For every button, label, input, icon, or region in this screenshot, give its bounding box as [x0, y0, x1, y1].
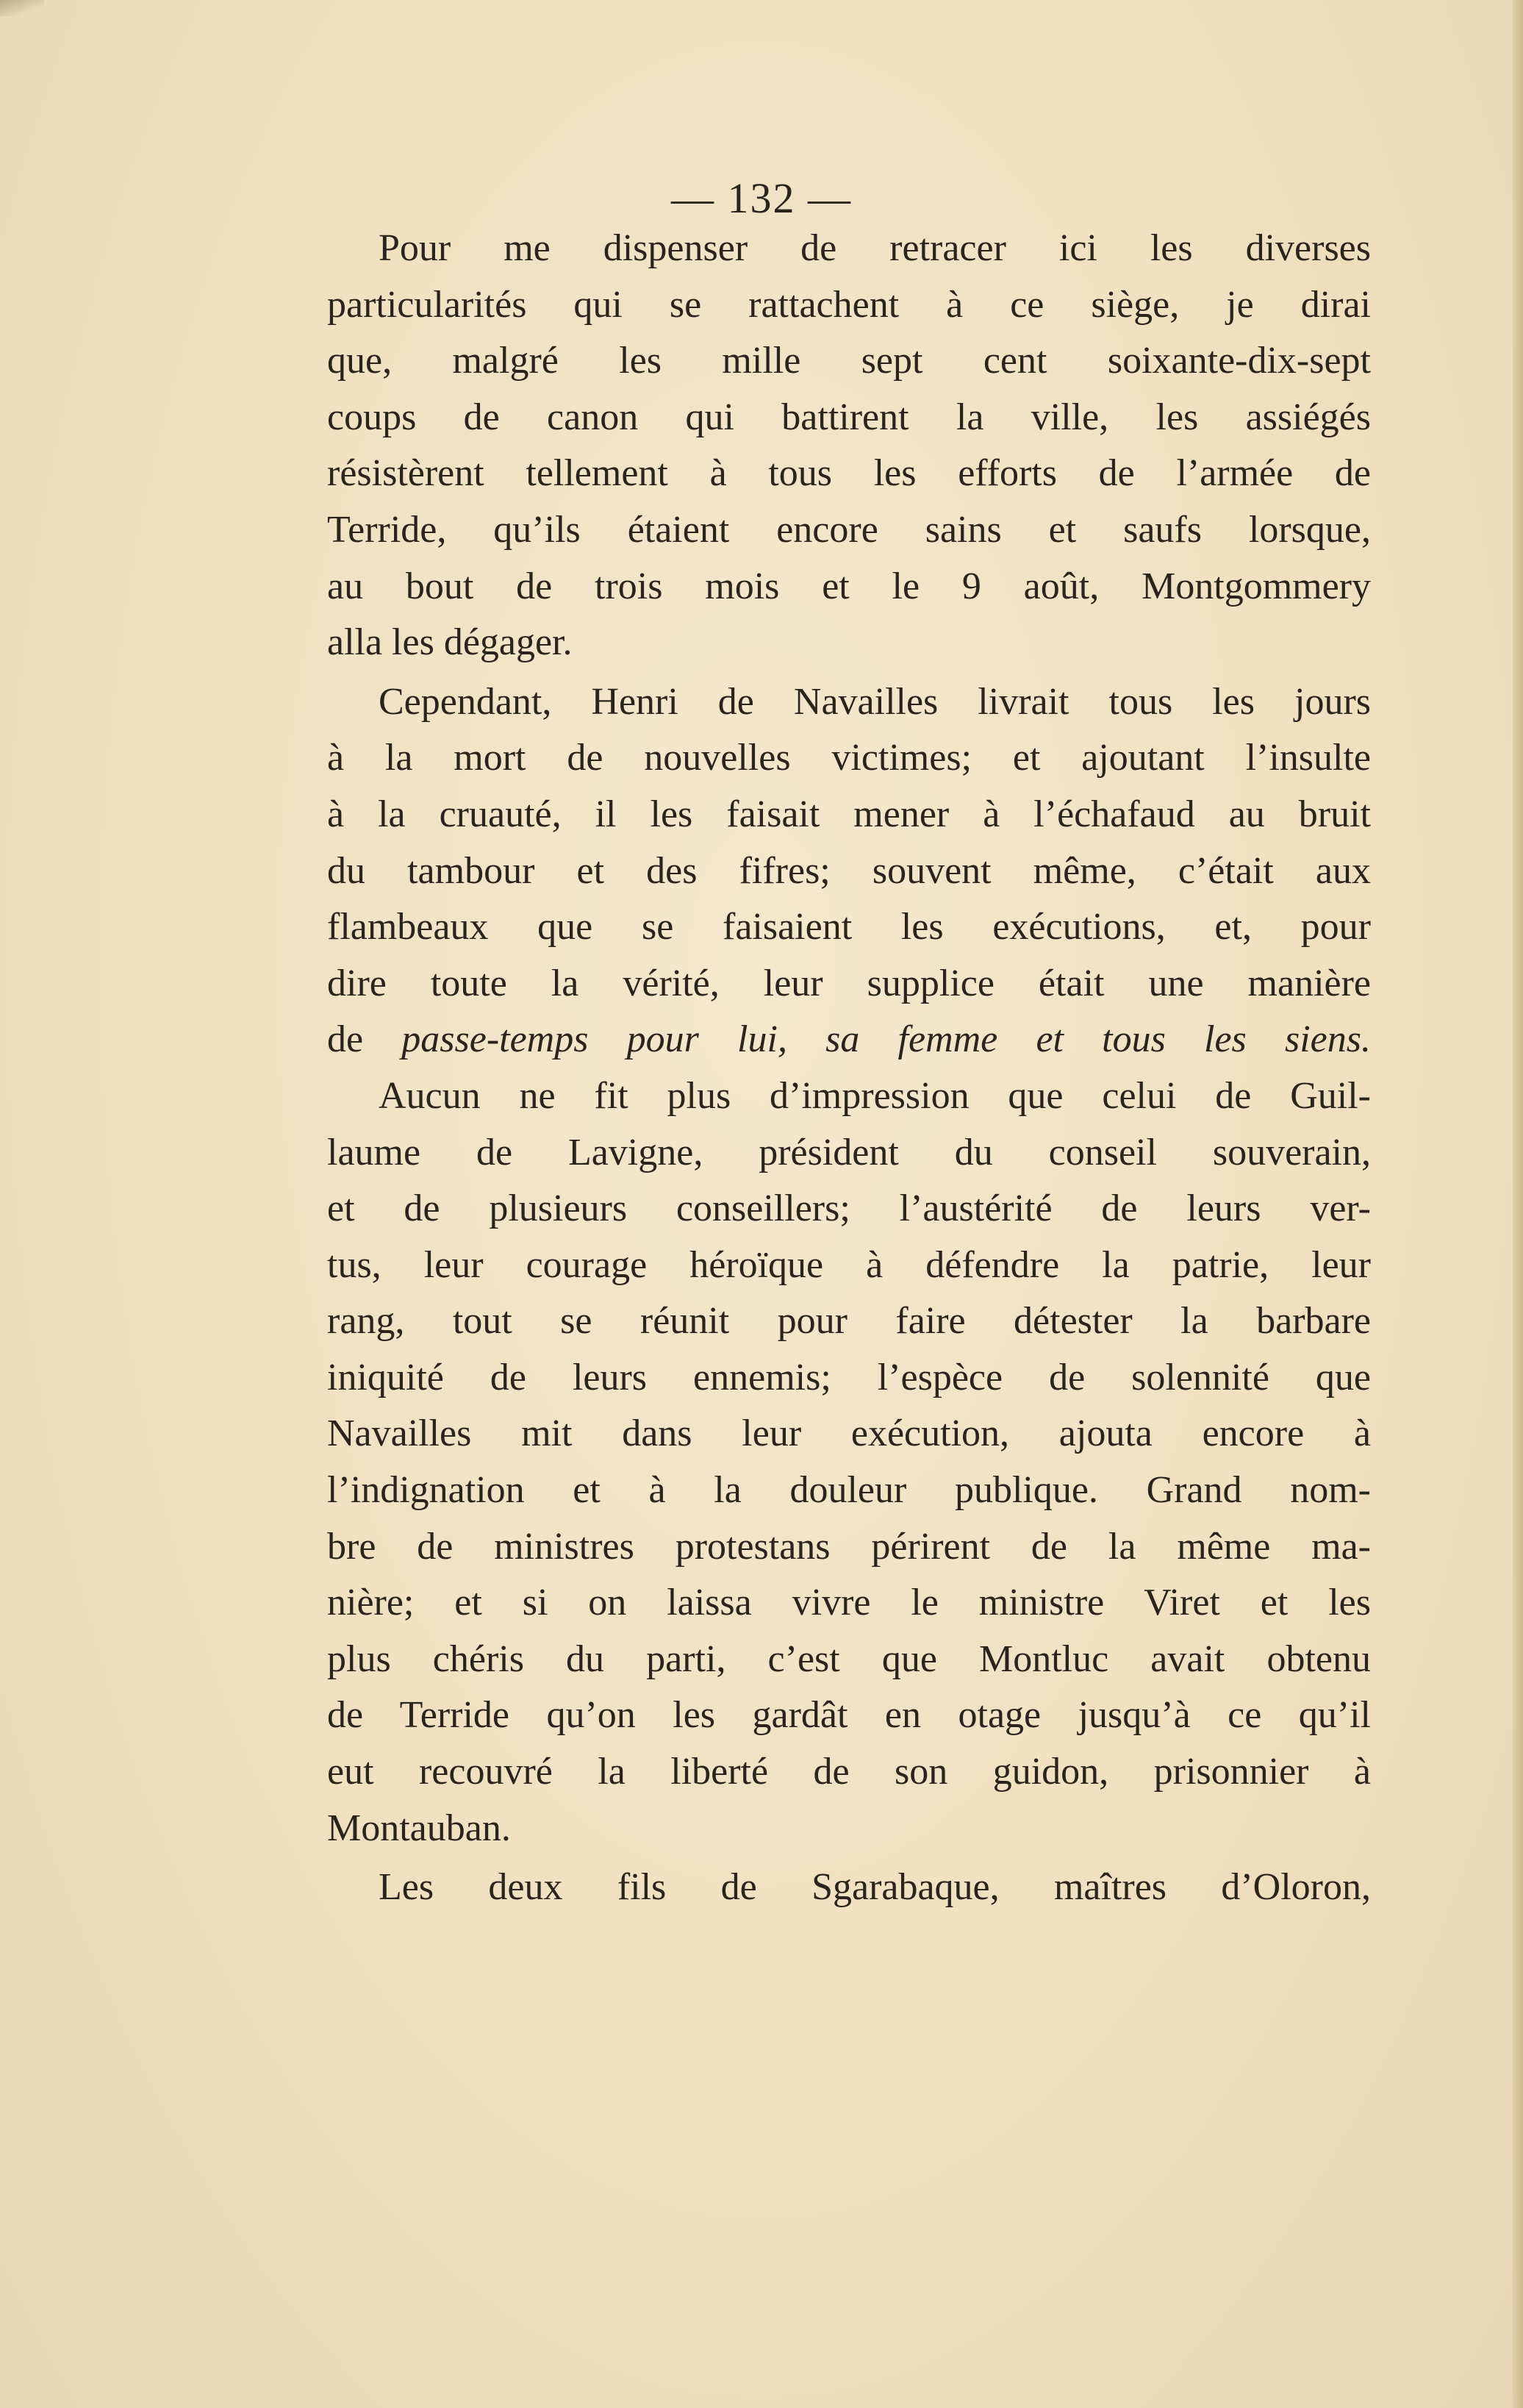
text-line: résistèrent tellement à tous les efforts de l’armée de [327, 452, 1371, 495]
text-line: nière; et si on laissa vivre le ministre Viret et les [327, 1582, 1371, 1624]
text-line: dire toute la vérité, leur supplice était une manière [327, 962, 1371, 1004]
text-line: Pour me dispenser de retracer ici les diverses [379, 227, 1371, 269]
text-line: Aucun ne fit plus d’impression que celui de Guil- [379, 1074, 1371, 1117]
text-line: que, malgré les mille sept cent soixante-dix-sept [327, 340, 1371, 382]
page-number: — 132 — [671, 174, 852, 222]
text-line: à la cruauté, il les faisait mener à l’échafaud au bruit [327, 793, 1371, 835]
text-line: eut recouvré la liberté de son guidon, prisonnier à [327, 1751, 1371, 1793]
text-line: Les deux fils de Sgarabaque, maîtres d’Oloron, [379, 1866, 1371, 1909]
text-line: l’indignation et à la douleur publique. Grand nom- [327, 1469, 1371, 1512]
text-line: Montauban. [327, 1807, 511, 1849]
text-line: iniquité de leurs ennemis; l’espèce de solennité que [327, 1356, 1371, 1398]
text-line: et de plusieurs conseillers; l’austérité de leurs ver- [327, 1187, 1371, 1230]
text-line: Cependant, Henri de Navailles livrait tous les jours [379, 680, 1371, 723]
body-text [327, 221, 1371, 1916]
text-line: tus, leur courage héroïque à défendre la patrie, leur [327, 1243, 1371, 1286]
text-line: Terride, qu’ils étaient encore sains et saufs lorsque, [327, 508, 1371, 551]
text-line: du tambour et des fifres; souvent même, c’était aux [327, 849, 1371, 892]
page-edge [1513, 0, 1523, 2408]
page-corner-stain [0, 0, 44, 16]
text-line: de Terride qu’on les gardât en otage jusqu’à ce qu’il [327, 1694, 1371, 1737]
text-line: flambeaux que se faisaient les exécutions, et, pour [327, 906, 1371, 948]
text-line: bre de ministres protestans périrent de la même ma- [327, 1525, 1371, 1568]
text-prefix: de [327, 1018, 402, 1061]
text-line: coups de canon qui battirent la ville, les assiégés [327, 396, 1371, 438]
text-line: à la mort de nouvelles victimes; et ajoutant l’insulte [327, 737, 1371, 779]
text-line: rang, tout se réunit pour faire détester la barbare [327, 1300, 1371, 1343]
text-line: Navailles mit dans leur exécution, ajouta encore à [327, 1412, 1371, 1455]
text-line-italic-ending [327, 1012, 1371, 1068]
italic-phrase: passe-temps pour lui, sa femme et tous les siens. [401, 1018, 1371, 1061]
text-line: laume de Lavigne, président du conseil souverain, [327, 1131, 1371, 1173]
text-line: plus chéris du parti, c’est que Montluc avait obtenu [327, 1637, 1371, 1680]
text-line: au bout de trois mois et le 9 août, Montgommery [327, 565, 1371, 607]
text-line: particularités qui se rattachent à ce siège, je dirai [327, 283, 1371, 326]
text-line: alla les dégager. [327, 621, 573, 664]
